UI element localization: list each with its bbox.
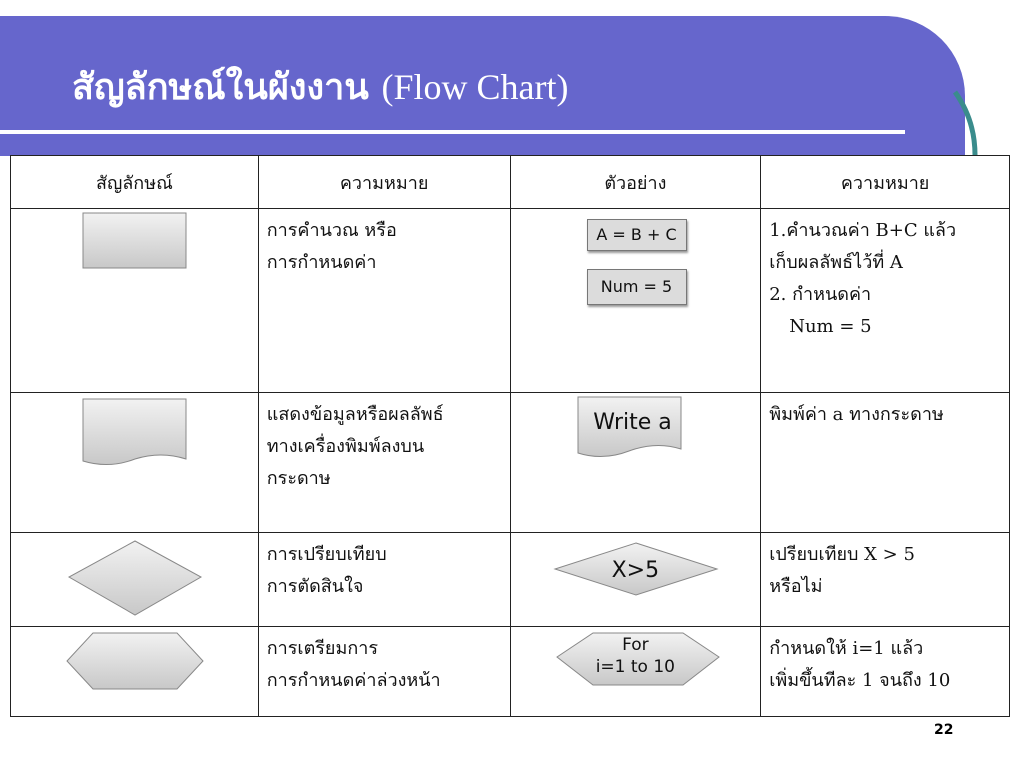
title-english: (Flow Chart) <box>381 67 569 107</box>
example-cell <box>510 393 761 533</box>
example-cell <box>510 209 761 393</box>
header-meaning: ความหมาย <box>258 156 510 209</box>
table-row <box>11 393 1010 533</box>
example-decision-label: X>5 <box>611 558 660 583</box>
meaning-line: ทางเครื่องพิมพ์ลงบน <box>266 436 425 457</box>
meaning-line: กระดาษ <box>266 468 331 489</box>
header-example: ตัวอย่าง <box>510 156 761 209</box>
example-meaning-line: Num = 5 <box>789 316 872 337</box>
table-header-row <box>11 156 1010 209</box>
meaning-line: การเตรียมการ <box>266 638 379 659</box>
page-number: 22 <box>934 722 954 738</box>
title-thai: สัญลักษณ์ในผังงาน <box>72 66 369 108</box>
meaning-line: การกำหนดค่าล่วงหน้า <box>266 670 441 691</box>
example-meaning-line: หรือไม่ <box>769 576 823 597</box>
symbol-cell <box>11 209 259 393</box>
example-meaning-line: 2. กำหนดค่า <box>769 284 872 305</box>
example-meaning-line: 1.คำนวณค่า B+C แล้ว <box>769 220 957 241</box>
meaning-line: การคำนวณ หรือ <box>266 220 397 241</box>
header-example-meaning: ความหมาย <box>761 156 1010 209</box>
title-underline <box>0 130 905 134</box>
example-document-label: Write a <box>593 410 672 435</box>
example-preparation-line: For <box>622 635 649 655</box>
table-row <box>11 627 1010 717</box>
process-rectangle-icon <box>11 209 259 393</box>
example-process-box: Num = 5 <box>587 269 687 305</box>
example-meaning-cell <box>761 393 1010 533</box>
meaning-cell <box>258 393 510 533</box>
meaning-line: การกำหนดค่า <box>266 252 377 273</box>
slide-title <box>72 58 568 115</box>
example-meaning-line: เก็บผลลัพธ์ไว้ที่ A <box>769 252 903 273</box>
symbol-cell <box>11 393 259 533</box>
meaning-cell <box>258 533 510 627</box>
example-meaning-line: เปรียบเทียบ X > 5 <box>769 544 915 565</box>
meaning-line: แสดงข้อมูลหรือผลลัพธ์ <box>266 404 444 425</box>
flowchart-symbol-table <box>10 155 1010 717</box>
symbol-cell <box>11 627 259 717</box>
preparation-hexagon-icon <box>11 627 259 717</box>
header-symbol: สัญลักษณ์ <box>11 156 259 209</box>
example-meaning-cell <box>761 209 1010 393</box>
example-meaning-cell <box>761 533 1010 627</box>
example-meaning-line: เพิ่มขึ้นทีละ 1 จนถึง 10 <box>769 670 951 691</box>
symbol-cell <box>11 533 259 627</box>
table-row <box>11 209 1010 393</box>
example-meaning-cell <box>761 627 1010 717</box>
table-row <box>11 533 1010 627</box>
example-meaning-line: พิมพ์ค่า a ทางกระดาษ <box>769 404 944 425</box>
example-cell <box>510 627 761 717</box>
example-process-box: A = B + C <box>587 219 687 251</box>
example-preparation-label <box>511 634 761 678</box>
meaning-line: การเปรียบเทียบ <box>266 544 387 565</box>
decision-diamond-icon <box>11 533 259 627</box>
meaning-line: การตัดสินใจ <box>266 576 364 597</box>
meaning-cell <box>258 627 510 717</box>
example-meaning-line: กำหนดให้ i=1 แล้ว <box>769 638 924 659</box>
example-cell <box>510 533 761 627</box>
document-icon <box>11 393 259 533</box>
meaning-cell <box>258 209 510 393</box>
example-preparation-line: i=1 to 10 <box>595 657 675 677</box>
